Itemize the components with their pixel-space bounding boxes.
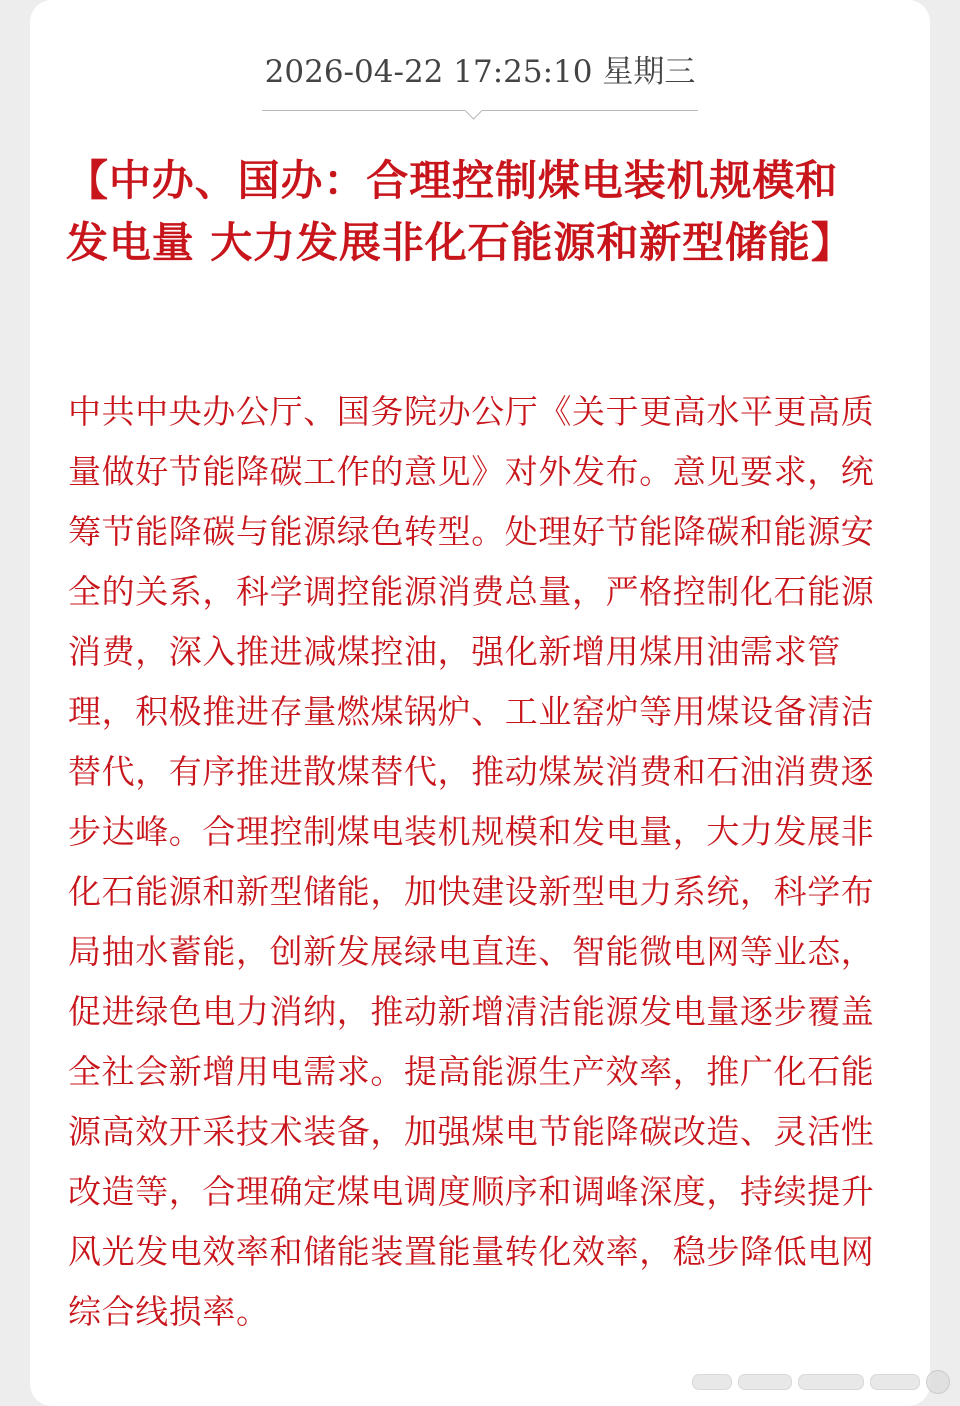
watermark <box>692 1370 950 1394</box>
watermark-logo-icon <box>926 1370 950 1394</box>
watermark-segment <box>870 1374 920 1390</box>
watermark-segment <box>798 1374 864 1390</box>
article-body: 中共中央办公厅、国务院办公厅《关于更高水平更高质量做好节能降碳工作的意见》对外发布。意见要求，统筹节能降碳与能源绿色转型。处理好节能降碳和能源安全的关系，科学调控能源消费总量，严格控制化石能源消费，深入推进减煤控油，强化新增用煤用油需求管理，积极推进存量燃煤锅炉、工业窑炉等用煤设备清洁替代，有序推进散煤替代，推动煤炭消费和石油消费逐步达峰。合理控制煤电装机规模和发电量，大力发展非化石能源和新型储能，加快建设新型电力系统，科学布局抽水蓄能，创新发展绿电直连、智能微电网等业态，促进绿色电力消纳，推动新增清洁能源发电量逐步覆盖全社会新增用电需求。提高能源生产效率，推广化石能源高效开采技术装备，加强煤电节能降碳改造、灵活性改造等，合理确定煤电调度顺序和调峰深度，持续提升风光发电效率和储能装置能量转化效率，稳步降低电网综合线损率。 <box>68 392 875 1331</box>
article-headline: 【中办、国办：合理控制煤电装机规模和发电量 大力发展非化石能源和新型储能】 <box>66 156 854 267</box>
watermark-segment <box>692 1374 732 1390</box>
timestamp: 2026-04-22 17:25:10 星期三 <box>264 54 696 90</box>
watermark-segment <box>738 1374 792 1390</box>
